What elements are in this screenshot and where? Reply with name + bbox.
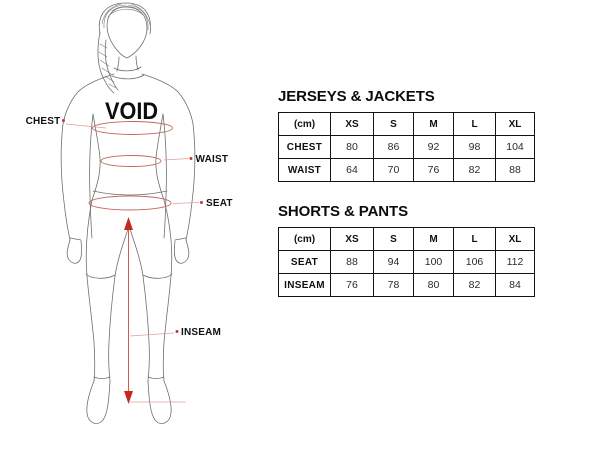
value-cell: 80 bbox=[331, 136, 374, 159]
void-logo: VOID bbox=[105, 98, 158, 125]
torso-outline bbox=[92, 114, 167, 200]
waist-label: WAIST bbox=[195, 154, 229, 165]
value-cell: 64 bbox=[331, 159, 374, 182]
shorts-pants-table bbox=[278, 227, 535, 297]
value-cell: 104 bbox=[496, 136, 535, 159]
table-header-row bbox=[279, 228, 535, 251]
seat-measure-line bbox=[89, 196, 171, 210]
inseam-label: INSEAM bbox=[181, 327, 222, 338]
chest-dot bbox=[62, 119, 65, 122]
size-header-m: M bbox=[414, 113, 454, 136]
value-cell: 70 bbox=[374, 159, 414, 182]
inseam-arrow bbox=[124, 217, 133, 404]
value-cell: 88 bbox=[496, 159, 535, 182]
value-cell: 84 bbox=[496, 274, 535, 297]
waist-dot bbox=[190, 157, 193, 160]
size-header-xs: XS bbox=[331, 113, 374, 136]
head-outline bbox=[107, 7, 147, 79]
table-row bbox=[279, 251, 535, 274]
row-label-chest: CHEST bbox=[279, 136, 331, 159]
value-cell: 80 bbox=[414, 274, 454, 297]
size-header-m: M bbox=[414, 228, 454, 251]
measurement-figure bbox=[0, 0, 270, 456]
size-header-xl: XL bbox=[496, 228, 535, 251]
unit-header-cell: (cm) bbox=[279, 228, 331, 251]
size-header-xs: XS bbox=[331, 228, 374, 251]
value-cell: 92 bbox=[414, 136, 454, 159]
size-header-l: L bbox=[454, 228, 496, 251]
value-cell: 94 bbox=[374, 251, 414, 274]
unit-header-cell: (cm) bbox=[279, 113, 331, 136]
jerseys-jackets-title: JERSEYS & JACKETS bbox=[278, 88, 435, 105]
value-cell: 76 bbox=[331, 274, 374, 297]
size-tables bbox=[278, 88, 536, 297]
seat-label: SEAT bbox=[206, 198, 233, 209]
waist-measure-line bbox=[101, 156, 161, 167]
table-row bbox=[279, 159, 535, 182]
jerseys-jackets-table bbox=[278, 112, 535, 182]
shorts-pants-section bbox=[278, 203, 536, 297]
inseam-dot bbox=[176, 330, 179, 333]
legs-outline bbox=[86, 200, 172, 424]
value-cell: 78 bbox=[374, 274, 414, 297]
size-header-s: S bbox=[374, 113, 414, 136]
value-cell: 100 bbox=[414, 251, 454, 274]
row-label-waist: WAIST bbox=[279, 159, 331, 182]
shorts-pants-title: SHORTS & PANTS bbox=[278, 203, 408, 220]
row-label-seat: SEAT bbox=[279, 251, 331, 274]
table-header-row bbox=[279, 113, 535, 136]
value-cell: 106 bbox=[454, 251, 496, 274]
chest-label: CHEST bbox=[25, 116, 61, 127]
table-row bbox=[279, 136, 535, 159]
jerseys-jackets-section bbox=[278, 88, 536, 182]
value-cell: 82 bbox=[454, 274, 496, 297]
row-label-inseam: INSEAM bbox=[279, 274, 331, 297]
value-cell: 98 bbox=[454, 136, 496, 159]
size-header-l: L bbox=[454, 113, 496, 136]
body-diagram bbox=[0, 0, 270, 456]
value-cell: 88 bbox=[331, 251, 374, 274]
size-header-xl: XL bbox=[496, 113, 535, 136]
size-header-s: S bbox=[374, 228, 414, 251]
hair-lines bbox=[98, 3, 151, 93]
value-cell: 82 bbox=[454, 159, 496, 182]
value-cell: 86 bbox=[374, 136, 414, 159]
value-cell: 76 bbox=[414, 159, 454, 182]
seat-dot bbox=[200, 201, 203, 204]
table-row bbox=[279, 274, 535, 297]
value-cell: 112 bbox=[496, 251, 535, 274]
